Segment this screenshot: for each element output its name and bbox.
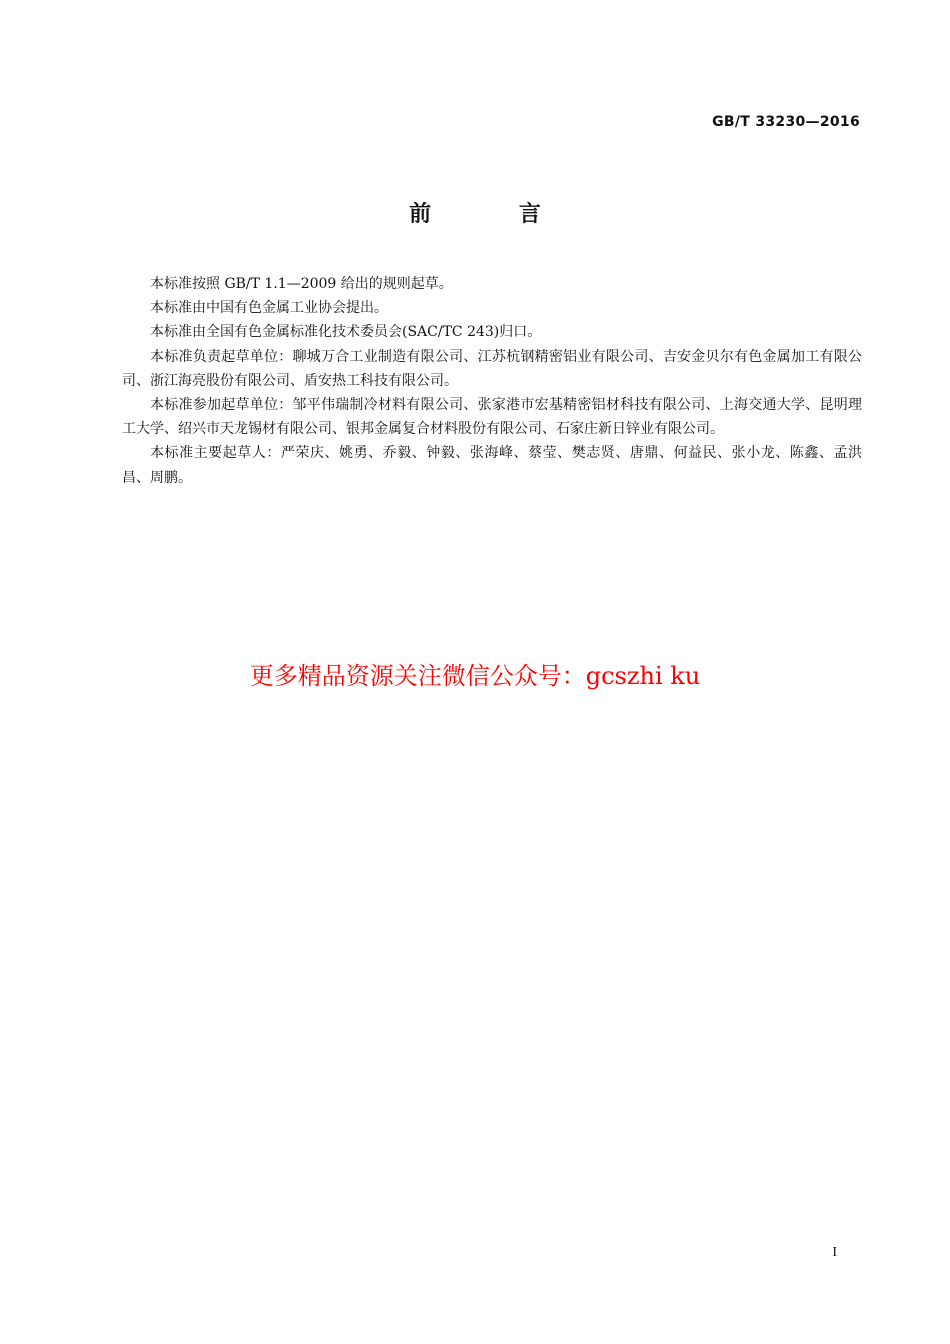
paragraph: 本标准由全国有色金属标准化技术委员会(SAC/TC 243)归口。 [150,324,542,341]
promo-text: 更多精品资源关注微信公众号：gcszhi ku [249,662,701,690]
paragraph: 本标准参加起草单位：邹平伟瑞制冷材料有限公司、张家港市宏基精密铝材科技有限公司、上海交通大学、昆明理工大学、绍兴市天龙锡材有限公司、银邦金属复合材料股份有限公司、石家庄新日锌业有限公司。 [122,397,862,438]
paragraph: 本标准由中国有色金属工业协会提出。 [150,300,388,317]
page-number: I [832,1245,837,1260]
page-title: 前 言 [409,202,581,227]
paragraph: 本标准负责起草单位：聊城万合工业制造有限公司、江苏杭钢精密铝业有限公司、吉安金贝尔有色金属加工有限公司、浙江海亮股份有限公司、盾安热工科技有限公司。 [122,348,862,389]
paragraph: 本标准主要起草人：严荣庆、姚勇、乔毅、钟毅、张海峰、蔡莹、樊志贤、唐鼎、何益民、张小龙、陈鑫、孟洪昌、周鹏。 [122,445,862,486]
paragraph: 本标准按照 GB/T 1.1—2009 给出的规则起草。 [150,276,453,292]
body-text [122,272,862,490]
standard-code: GB/T 33230—2016 [712,114,860,130]
